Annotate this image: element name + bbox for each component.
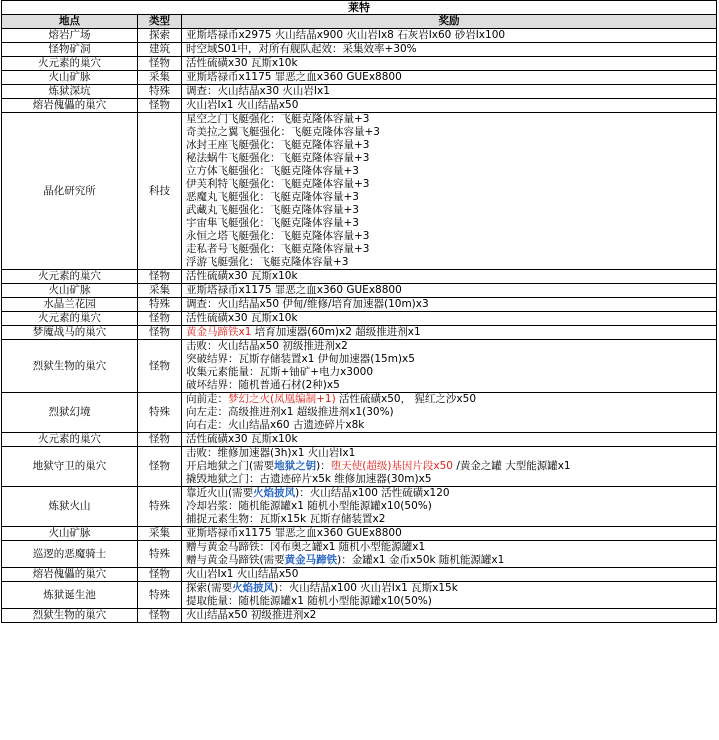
table-row — [2, 71, 717, 85]
place-cell: 梦魇战马的巢穴 — [2, 326, 138, 340]
reward-text: 撬毁地狱之门：古遗迹碎片x5k 维修加速器(30m)x5 — [186, 473, 432, 485]
table-row — [2, 99, 717, 113]
reward-cell — [182, 487, 717, 527]
reward-text: 击败：火山结晶x50 初级推进剂x2 — [186, 340, 348, 352]
table-row — [2, 85, 717, 99]
reward-line — [186, 487, 712, 500]
reward-highlight: 堕天使(超级)基因片段x50 — [330, 460, 453, 472]
reward-text: )：火山结晶x100 活性硫磺x120 — [295, 487, 450, 499]
reward-line — [186, 99, 712, 112]
reward-text: 走私者号飞艇强化：飞艇克隆体容量+3 — [186, 243, 370, 255]
type-cell: 怪物 — [138, 568, 182, 582]
table-row — [2, 284, 717, 298]
type-cell: 建筑 — [138, 43, 182, 57]
reward-cell — [182, 99, 717, 113]
reward-highlight: 地狱之钥 — [274, 460, 317, 472]
header-place: 地点 — [2, 15, 138, 29]
reward-line — [186, 217, 712, 230]
reward-line — [186, 85, 712, 98]
reward-line — [186, 609, 712, 622]
reward-text: 调查：火山结晶x50 伊甸/维修/培育加速器(10m)x3 — [186, 298, 429, 310]
reward-line — [186, 582, 712, 595]
table-row — [2, 393, 717, 433]
place-cell: 熔岩傀儡的巢穴 — [2, 568, 138, 582]
reward-line — [186, 126, 712, 139]
reward-line — [186, 152, 712, 165]
table-row — [2, 447, 717, 487]
type-cell: 特殊 — [138, 298, 182, 312]
reward-cell — [182, 541, 717, 568]
reward-cell — [182, 29, 717, 43]
place-cell: 火元素的巢穴 — [2, 270, 138, 284]
place-cell: 巡逻的恶魔骑士 — [2, 541, 138, 568]
type-cell: 怪物 — [138, 270, 182, 284]
table-row — [2, 29, 717, 43]
type-cell: 特殊 — [138, 541, 182, 568]
reward-line — [186, 191, 712, 204]
header-row — [2, 15, 717, 29]
reward-highlight: 黄金马蹄铁x1 — [186, 326, 252, 338]
reward-text: 亚斯塔禄币x1175 罪恶之血x360 GUEx8800 — [186, 284, 402, 296]
table-row — [2, 340, 717, 393]
type-cell: 怪物 — [138, 57, 182, 71]
reward-text: 时空域S01中，对所有舰队起效：采集效率+30% — [186, 43, 417, 55]
table-row — [2, 433, 717, 447]
reward-text: 秘法蜗牛飞艇强化：飞艇克隆体容量+3 — [186, 152, 370, 164]
reward-text: 星空之门飞艇强化：飞艇克隆体容量+3 — [186, 113, 370, 125]
place-cell: 火元素的巢穴 — [2, 312, 138, 326]
place-cell: 水晶兰花园 — [2, 298, 138, 312]
reward-text: 破坏结界：随机普通石材(2种)x5 — [186, 379, 340, 391]
reward-text: 击败：维修加速器(3h)x1 火山岩Ⅰx1 — [186, 447, 356, 459]
table-row — [2, 298, 717, 312]
reward-text: 火山岩Ⅰx1 火山结晶x50 — [186, 99, 299, 111]
place-cell: 炼狱深坑 — [2, 85, 138, 99]
type-cell: 特殊 — [138, 85, 182, 99]
reward-text: 调查：火山结晶x30 火山岩Ⅰx1 — [186, 85, 330, 97]
reward-cell — [182, 71, 717, 85]
reward-cell — [182, 582, 717, 609]
reward-text: 收集元素能量：瓦斯+铀矿+电力x3000 — [186, 366, 374, 378]
type-cell: 怪物 — [138, 99, 182, 113]
type-cell: 怪物 — [138, 326, 182, 340]
table-body — [2, 29, 717, 623]
reward-text: 浮游飞艇强化：飞艇克隆体容量+3 — [186, 256, 349, 268]
table-row — [2, 527, 717, 541]
reward-cell — [182, 433, 717, 447]
type-cell: 特殊 — [138, 487, 182, 527]
place-cell: 火元素的巢穴 — [2, 57, 138, 71]
reward-cell — [182, 447, 717, 487]
reward-line — [186, 256, 712, 269]
type-cell: 怪物 — [138, 609, 182, 623]
table-row — [2, 487, 717, 527]
table-row — [2, 270, 717, 284]
reward-text: 向右走：火山结晶x60 古遗迹碎片x8k — [186, 419, 365, 431]
reward-text: 亚斯塔禄币x2975 火山结晶x900 火山岩Ⅰx8 石灰岩Ⅰx60 砂岩Ⅰx100 — [186, 29, 506, 41]
reward-line — [186, 527, 712, 540]
reward-line — [186, 393, 712, 406]
place-cell: 火山矿脉 — [2, 527, 138, 541]
type-cell: 科技 — [138, 113, 182, 270]
reward-line — [186, 230, 712, 243]
reward-line — [186, 353, 712, 366]
table-row — [2, 568, 717, 582]
reward-cell — [182, 393, 717, 433]
reward-line — [186, 270, 712, 283]
place-cell: 地狱守卫的巢穴 — [2, 447, 138, 487]
table-row — [2, 609, 717, 623]
reward-line — [186, 71, 712, 84]
place-cell: 炼狱火山 — [2, 487, 138, 527]
reward-line — [186, 419, 712, 432]
reward-line — [186, 243, 712, 256]
header-reward: 奖励 — [182, 15, 717, 29]
reward-text: 立方体飞艇强化：飞艇克隆体容量+3 — [186, 165, 359, 177]
reward-line — [186, 57, 712, 70]
reward-line — [186, 204, 712, 217]
reward-line — [186, 43, 712, 56]
reward-line — [186, 139, 712, 152]
type-cell: 怪物 — [138, 312, 182, 326]
reward-line — [186, 379, 712, 392]
reward-cell — [182, 326, 717, 340]
reward-line — [186, 500, 712, 513]
table-row — [2, 582, 717, 609]
reward-cell — [182, 284, 717, 298]
reward-text: 赠与黄金马蹄铁(需要 — [186, 554, 285, 566]
reward-text: 捕捉元素生物：瓦斯x15k 瓦斯存储装置x2 — [186, 513, 386, 525]
reward-text: 开启地狱之门(需要 — [186, 460, 275, 472]
reward-line — [186, 326, 712, 339]
reward-text: 冰封王座飞艇强化：飞艇克隆体容量+3 — [186, 139, 370, 151]
reward-line — [186, 366, 712, 379]
reward-highlight: 黄金马蹄铁 — [284, 554, 338, 566]
reward-text: 靠近火山(需要 — [186, 487, 254, 499]
reward-line — [186, 340, 712, 353]
reward-text: 活性硫磺x50， 猩红之沙x50 — [335, 393, 476, 405]
reward-text: )：火山结晶x100 火山岩Ⅰx1 瓦斯x15k — [274, 582, 458, 594]
place-cell: 烈狱生物的巢穴 — [2, 340, 138, 393]
type-cell: 采集 — [138, 71, 182, 85]
type-cell: 探索 — [138, 29, 182, 43]
reward-text: 提取能量：随机能源罐x1 随机小型能源罐x10(50%) — [186, 595, 432, 607]
type-cell: 怪物 — [138, 447, 182, 487]
table-row — [2, 57, 717, 71]
reward-line — [186, 460, 712, 473]
type-cell: 特殊 — [138, 582, 182, 609]
reward-line — [186, 433, 712, 446]
table-row — [2, 326, 717, 340]
reward-highlight: 火焰披风 — [253, 487, 296, 499]
reward-text: )：金罐x1 金币x50k 随机能源罐x1 — [337, 554, 505, 566]
reward-cell — [182, 270, 717, 284]
reward-text: 活性硫磺x30 瓦斯x10k — [186, 270, 298, 282]
reward-cell — [182, 57, 717, 71]
reward-text: )： — [316, 460, 331, 472]
reward-highlight: 梦幻之火(凤凰编制+1) — [228, 393, 336, 405]
reward-text: 武藏丸飞艇强化：飞艇克隆体容量+3 — [186, 204, 359, 216]
place-cell: 晶化研究所 — [2, 113, 138, 270]
title-row — [2, 1, 717, 15]
reward-text: 培育加速器(60m)x2 超级推进剂x1 — [251, 326, 421, 338]
table-row — [2, 113, 717, 270]
reward-text: 突破结界：瓦斯存储装置x1 伊甸加速器(15m)x5 — [186, 353, 415, 365]
reward-text: 向前走： — [186, 393, 228, 405]
reward-line — [186, 447, 712, 460]
table-title: 莱特 — [2, 1, 717, 15]
reward-line — [186, 284, 712, 297]
place-cell: 火山矿脉 — [2, 284, 138, 298]
place-cell: 怪物矿洞 — [2, 43, 138, 57]
reward-cell — [182, 298, 717, 312]
reward-text: 亚斯塔禄币x1175 罪恶之血x360 GUEx8800 — [186, 71, 402, 83]
type-cell: 怪物 — [138, 433, 182, 447]
reward-text: 探索(需要 — [186, 582, 233, 594]
reward-text: 永恒之塔飞艇强化：飞艇克隆体容量+3 — [186, 230, 370, 242]
reward-line — [186, 541, 712, 554]
reward-cell — [182, 312, 717, 326]
type-cell: 特殊 — [138, 393, 182, 433]
type-cell: 采集 — [138, 284, 182, 298]
place-cell: 熔岩广场 — [2, 29, 138, 43]
reward-cell — [182, 340, 717, 393]
reward-cell — [182, 568, 717, 582]
reward-line — [186, 165, 712, 178]
table-row — [2, 541, 717, 568]
reward-text: 活性硫磺x30 瓦斯x10k — [186, 312, 298, 324]
reward-table — [1, 0, 717, 623]
reward-text: 伊芙利特飞艇强化：飞艇克隆体容量+3 — [186, 178, 370, 190]
place-cell: 烈狱生物的巢穴 — [2, 609, 138, 623]
reward-cell — [182, 85, 717, 99]
place-cell: 火山矿脉 — [2, 71, 138, 85]
reward-line — [186, 178, 712, 191]
reward-line — [186, 113, 712, 126]
type-cell: 采集 — [138, 527, 182, 541]
reward-line — [186, 473, 712, 486]
reward-line — [186, 312, 712, 325]
reward-text: 活性硫磺x30 瓦斯x10k — [186, 57, 298, 69]
reward-cell — [182, 43, 717, 57]
reward-line — [186, 29, 712, 42]
reward-text: 冷却岩浆：随机能源罐x1 随机小型能源罐x10(50%) — [186, 500, 432, 512]
reward-text: 恶魔丸飞艇强化：飞艇克隆体容量+3 — [186, 191, 359, 203]
reward-text: 火山岩Ⅰx1 火山结晶x50 — [186, 568, 299, 580]
header-type: 类型 — [138, 15, 182, 29]
reward-text: 火山结晶x50 初级推进剂x2 — [186, 609, 317, 621]
reward-highlight: 火焰披风 — [232, 582, 275, 594]
reward-text: 向左走：高级推进剂x1 超级推进剂x1(30%) — [186, 406, 394, 418]
place-cell: 炼狱诞生池 — [2, 582, 138, 609]
table-row — [2, 43, 717, 57]
reward-text: 亚斯塔禄币x1175 罪恶之血x360 GUEx8800 — [186, 527, 402, 539]
place-cell: 熔岩傀儡的巢穴 — [2, 99, 138, 113]
reward-cell — [182, 609, 717, 623]
reward-text: 宇宙隼飞艇强化：飞艇克隆体容量+3 — [186, 217, 359, 229]
reward-line — [186, 513, 712, 526]
reward-line — [186, 406, 712, 419]
place-cell: 火元素的巢穴 — [2, 433, 138, 447]
reward-line — [186, 568, 712, 581]
reward-text: /黄金之罐 大型能源罐x1 — [453, 460, 571, 472]
reward-line — [186, 554, 712, 567]
reward-cell — [182, 527, 717, 541]
table-row — [2, 312, 717, 326]
reward-cell — [182, 113, 717, 270]
type-cell: 怪物 — [138, 340, 182, 393]
reward-text: 奇美拉之翼飞艇强化：飞艇克隆体容量+3 — [186, 126, 380, 138]
reward-text: 赠与黄金马蹄铁：冈布奥之罐x1 随机小型能源罐x1 — [186, 541, 426, 553]
reward-text: 活性硫磺x30 瓦斯x10k — [186, 433, 298, 445]
reward-line — [186, 298, 712, 311]
place-cell: 烈狱幻境 — [2, 393, 138, 433]
reward-line — [186, 595, 712, 608]
